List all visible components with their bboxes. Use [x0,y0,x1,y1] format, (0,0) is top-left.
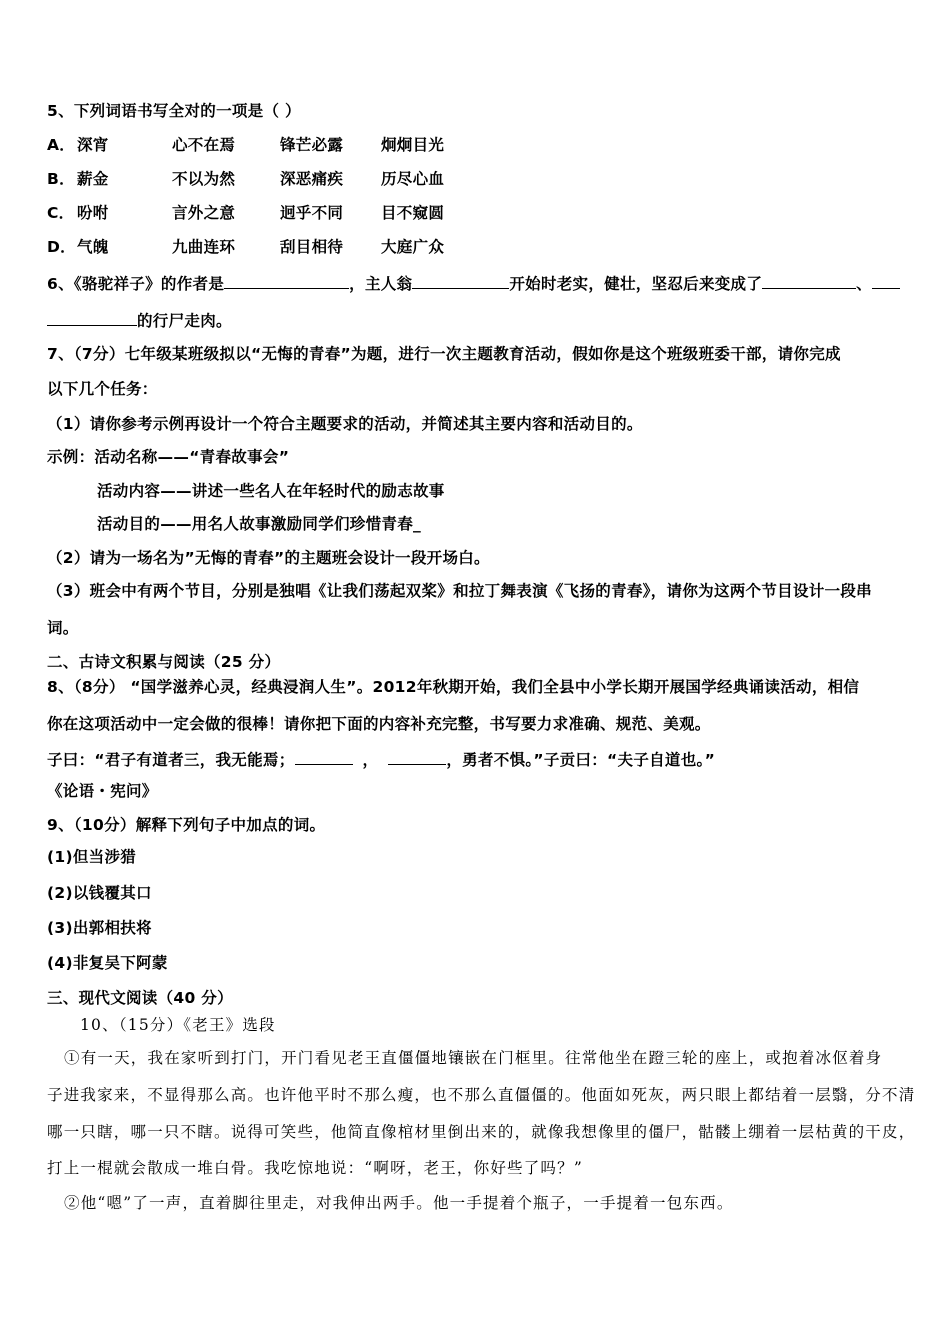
option-word: 气魄 [77,238,109,256]
option-word: 目不窥圆 [381,204,445,222]
q5-option-b [47,169,444,189]
q5-option-c [47,203,444,223]
option-word: 锋芒必露 [280,136,344,154]
option-word: 不以为然 [172,170,236,188]
option-label: A． [47,136,76,154]
q7-example-name: 示例：活动名称——“青春故事会” [47,448,290,466]
q10-p1-line: 子进我家来，不显得那么高。也许他平时不那么瘦，也不那么直僵僵的。他面如死灰，两只眼上都结着一层翳，分不清 [47,1086,916,1104]
option-label: C． [47,204,75,222]
option-word: 炯炯目光 [381,136,445,154]
q8-quote [47,748,715,770]
q10-p1-line: 打上一棍就会散成一堆白骨。我吃惊地说：“啊呀，老王，你好些了吗？” [47,1159,583,1177]
q7-example-content: 活动内容——讲述一些名人在年轻时代的励志故事 [97,482,445,500]
trait-blank-1[interactable] [762,272,856,289]
q6-part1: 6、《骆驼祥子》的作者是 [47,275,225,293]
option-word: 刮目相待 [280,238,344,256]
q6-part2: ，主人翁 [349,275,413,293]
q7-line2: 以下几个任务： [47,380,158,398]
trait-blank-2-start[interactable] [872,272,900,289]
q8-line1: 8、（8分） “国学滋养心灵，经典浸润人生”。2012年秋期开始，我们全县中小学长期开展国学经典诵读活动，相信 [47,678,860,696]
option-word: 吩咐 [77,204,109,222]
q9-stem: 9、（10分）解释下列句子中加点的词。 [47,816,326,834]
q8-source: 《论语・宪问》 [47,782,158,800]
q8-line2: 你在这项活动中一定会做的很棒！请你把下面的内容补充完整，书写要力求准确、规范、美观。 [47,715,711,733]
q8-quote-b: ， [362,751,379,769]
q7-task3-line1: （3）班会中有两个节目，分别是独唱《让我们荡起双桨》和拉丁舞表演《飞扬的青春》，请你为这两个节目设计一段串 [47,582,872,600]
section2-heading: 二、古诗文积累与阅读（25 分） [47,653,281,671]
q9-item: (1)但当涉猎 [47,848,137,866]
q10-p1-line: 哪一只瞎，哪一只不瞎。说得可笑些，他简直像棺材里倒出来的，就像我想像里的僵尸，骷髅上绷着一层枯黄的干皮， [47,1123,916,1141]
q5-stem: 5、下列词语书写全对的一项是（ ） [47,102,301,120]
quote-blank-1[interactable] [295,748,353,765]
option-word: 历尽心血 [381,170,445,188]
option-word: 大庭广众 [381,238,445,256]
q7-example-purpose: 活动目的——用名人故事激励同学们珍惜青春_ [97,515,422,533]
option-word: 心不在焉 [172,136,236,154]
option-word: 言外之意 [172,204,236,222]
q6-line2 [47,309,232,331]
q7-task1: （1）请你参考示例再设计一个符合主题要求的活动，并简述其主要内容和活动目的。 [47,415,643,433]
q8-quote-c: ，勇者不惧。”子贡曰：“夫子自道也。” [446,751,716,769]
q6-part3: 开始时老实，健壮，坚忍后来变成了 [509,275,763,293]
option-word: 迥乎不同 [280,204,344,222]
option-word: 深宵 [77,136,109,154]
quote-blank-2[interactable] [388,748,446,765]
q7-line1: 7、（7分）七年级某班级拟以“无悔的青春”为题，进行一次主题教育活动，假如你是这个班级班委干部，请你完成 [47,345,841,363]
q6-line1 [47,272,905,294]
q6-part5: 的行尸走肉。 [137,312,232,330]
option-word: 深恶痛疾 [280,170,344,188]
option-label: D． [47,238,76,256]
q5-option-d [47,237,444,257]
option-word: 九曲连环 [172,238,236,256]
protagonist-blank[interactable] [412,272,509,289]
q7-task3-line2: 词。 [47,619,79,637]
author-blank[interactable] [224,272,349,289]
q7-task2: （2）请为一场名为”无悔的青春”的主题班会设计一段开场白。 [47,549,490,567]
q5-option-a [47,135,444,155]
option-word: 薪金 [77,170,109,188]
trait-blank-2-end[interactable] [47,309,137,326]
q9-item: (3)出郭相扶将 [47,919,152,937]
q8-quote-a: 子曰：“君子有道者三，我无能焉； [47,751,295,769]
option-label: B． [47,170,75,188]
q10-title: 10、（15分）《老王》选段 [80,1016,276,1034]
q10-p2: ②他“嗯”了一声，直着脚往里走，对我伸出两手。他一手提着个瓶子，一手提着一包东西。 [64,1194,734,1212]
q10-p1-line: ①有一天，我在家听到打门，开门看见老王直僵僵地镶嵌在门框里。往常他坐在蹬三轮的座上，或抱着冰伛着身 [64,1049,883,1067]
q6-part4: 、 [856,275,872,293]
q9-item: (4)非复吴下阿蒙 [47,954,168,972]
section3-heading: 三、现代文阅读（40 分） [47,989,233,1007]
q9-item: (2)以钱覆其口 [47,884,152,902]
